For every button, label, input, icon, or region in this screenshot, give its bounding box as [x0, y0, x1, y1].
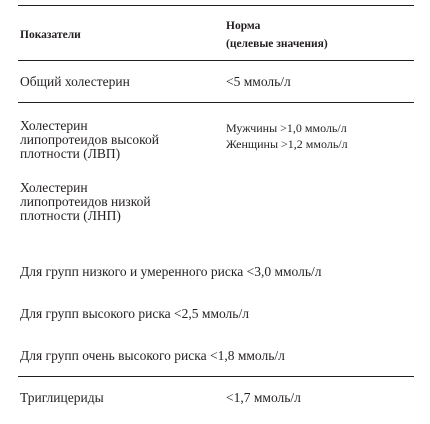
ldl-label-line-2: липопротеидов низкой [20, 194, 151, 209]
hdl-label-line-2: липопротеидов высокой [20, 132, 160, 147]
hdl-value-women: Женщины >1,2 ммоль/л [226, 137, 348, 151]
ldl-very-high-risk: Для групп очень высокого риска <1,8 ммоль/л [20, 348, 285, 363]
hdl-value-men: Мужчины >1,0 ммоль/л [226, 121, 347, 135]
header-norm: Норма [226, 20, 261, 32]
hdl-label-line-3: плотности (ЛВП) [20, 146, 121, 161]
header-indicators: Показатели [20, 29, 81, 41]
hdl-label-line-1: Холестерин [20, 118, 88, 133]
ldl-high-risk: Для групп высокого риска <2,5 ммоль/л [20, 306, 249, 321]
table-top-rule [18, 5, 414, 6]
header-norm-target: (целевые значения) [226, 38, 328, 50]
row-rule [18, 376, 414, 377]
header-rule [18, 60, 414, 61]
ldl-label-line-1: Холестерин [20, 180, 88, 195]
total-cholesterol-value: <5 ммоль/л [226, 74, 291, 89]
ldl-label-line-3: плотности (ЛНП) [20, 208, 121, 223]
triglycerides-value: <1,7 ммоль/л [226, 390, 301, 405]
total-cholesterol-label: Общий холестерин [20, 74, 130, 89]
ldl-low-moderate-risk: Для групп низкого и умеренного риска <3,0 ммоль/л [20, 264, 322, 279]
row-rule [18, 102, 414, 103]
triglycerides-label: Триглицериды [20, 390, 104, 405]
